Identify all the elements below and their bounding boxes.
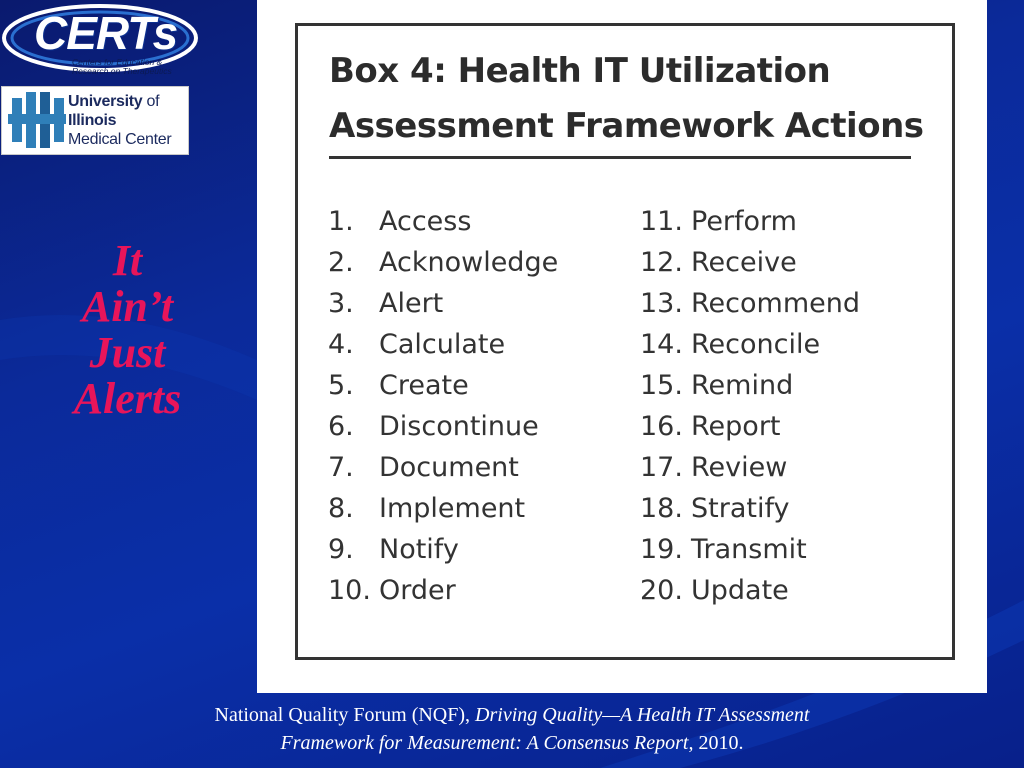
citation-title-line1: Driving Quality—A Health IT Assessment (475, 704, 810, 726)
action-label: Create (379, 370, 469, 401)
action-item (328, 529, 558, 570)
action-label: Alert (379, 288, 444, 319)
action-item (640, 201, 860, 242)
certs-logo (0, 0, 215, 84)
action-label: Reconcile (691, 329, 821, 360)
action-item (328, 201, 558, 242)
action-number: 7. (328, 452, 354, 483)
action-item (640, 529, 860, 570)
action-number: 1. (328, 206, 354, 237)
action-item (328, 365, 558, 406)
action-item (328, 242, 558, 283)
certs-wordmark: CERTs (34, 7, 178, 59)
certs-tagline (72, 58, 202, 76)
uimc-line1-rest: of (142, 93, 160, 110)
action-label: Discontinue (379, 411, 539, 442)
uimc-line1-bold: University (68, 93, 143, 110)
certs-tagline-line2: Research on Therapeutics (72, 66, 172, 76)
action-number: 12. (640, 247, 683, 278)
figure-panel (257, 0, 987, 693)
action-label: Acknowledge (379, 247, 559, 278)
source-citation (90, 701, 934, 757)
box-title-line2: Assessment Framework Actions (329, 106, 924, 146)
action-label: Access (379, 206, 472, 237)
action-item (640, 406, 860, 447)
action-number: 20. (640, 575, 683, 606)
action-label: Transmit (691, 534, 807, 565)
action-number: 3. (328, 288, 354, 319)
action-label: Notify (379, 534, 459, 565)
action-number: 15. (640, 370, 683, 401)
action-label: Stratify (691, 493, 790, 524)
action-label: Implement (379, 493, 526, 524)
headline-line: It (112, 236, 143, 285)
university-of-illinois-logo (1, 86, 189, 155)
action-item (640, 488, 860, 529)
action-number: 5. (328, 370, 354, 401)
university-of-illinois-text (68, 92, 171, 149)
action-label: Receive (691, 247, 797, 278)
action-number: 9. (328, 534, 354, 565)
action-label: Calculate (379, 329, 506, 360)
action-number: 16. (640, 411, 683, 442)
action-label: Document (379, 452, 519, 483)
action-label: Review (691, 452, 788, 483)
action-item (640, 447, 860, 488)
action-number: 18. (640, 493, 683, 524)
action-label: Recommend (691, 288, 860, 319)
citation-year: 2010. (693, 732, 744, 754)
slide-headline (20, 238, 235, 422)
action-item (640, 242, 860, 283)
uimc-line2: Illinois (68, 112, 117, 129)
action-item (640, 570, 860, 611)
action-item (640, 283, 860, 324)
action-item (328, 283, 558, 324)
headline-line: Ain’t (81, 282, 174, 331)
headline-line: Just (89, 328, 166, 377)
action-number: 19. (640, 534, 683, 565)
title-divider (329, 156, 911, 159)
action-label: Remind (691, 370, 794, 401)
certs-tagline-line1: Centers for Education & (72, 57, 163, 67)
uimc-line3: Medical Center (68, 131, 172, 148)
action-item (640, 365, 860, 406)
actions-left-column (328, 201, 558, 611)
action-number: 8. (328, 493, 354, 524)
box-4-figure (295, 23, 955, 660)
action-item (328, 570, 558, 611)
action-label: Report (691, 411, 781, 442)
citation-title-line2: Framework for Measurement: A Consensus Report, (280, 732, 694, 754)
action-number: 10. (328, 575, 371, 606)
action-number: 13. (640, 288, 683, 319)
action-item (328, 406, 558, 447)
action-number: 4. (328, 329, 354, 360)
action-label: Perform (691, 206, 797, 237)
box-title-line1: Box 4: Health IT Utilization (329, 51, 831, 91)
action-number: 2. (328, 247, 354, 278)
action-label: Update (691, 575, 789, 606)
action-item (328, 488, 558, 529)
actions-right-column (640, 201, 860, 611)
box-title (329, 44, 929, 154)
action-label: Order (379, 575, 456, 606)
action-item (328, 447, 558, 488)
action-item (328, 324, 558, 365)
action-number: 6. (328, 411, 354, 442)
headline-line: Alerts (73, 374, 182, 423)
action-number: 17. (640, 452, 683, 483)
illinois-i-mark-icon (6, 90, 66, 150)
citation-author: National Quality Forum (NQF), (214, 704, 476, 726)
action-number: 14. (640, 329, 683, 360)
action-number: 11. (640, 206, 683, 237)
action-item (640, 324, 860, 365)
